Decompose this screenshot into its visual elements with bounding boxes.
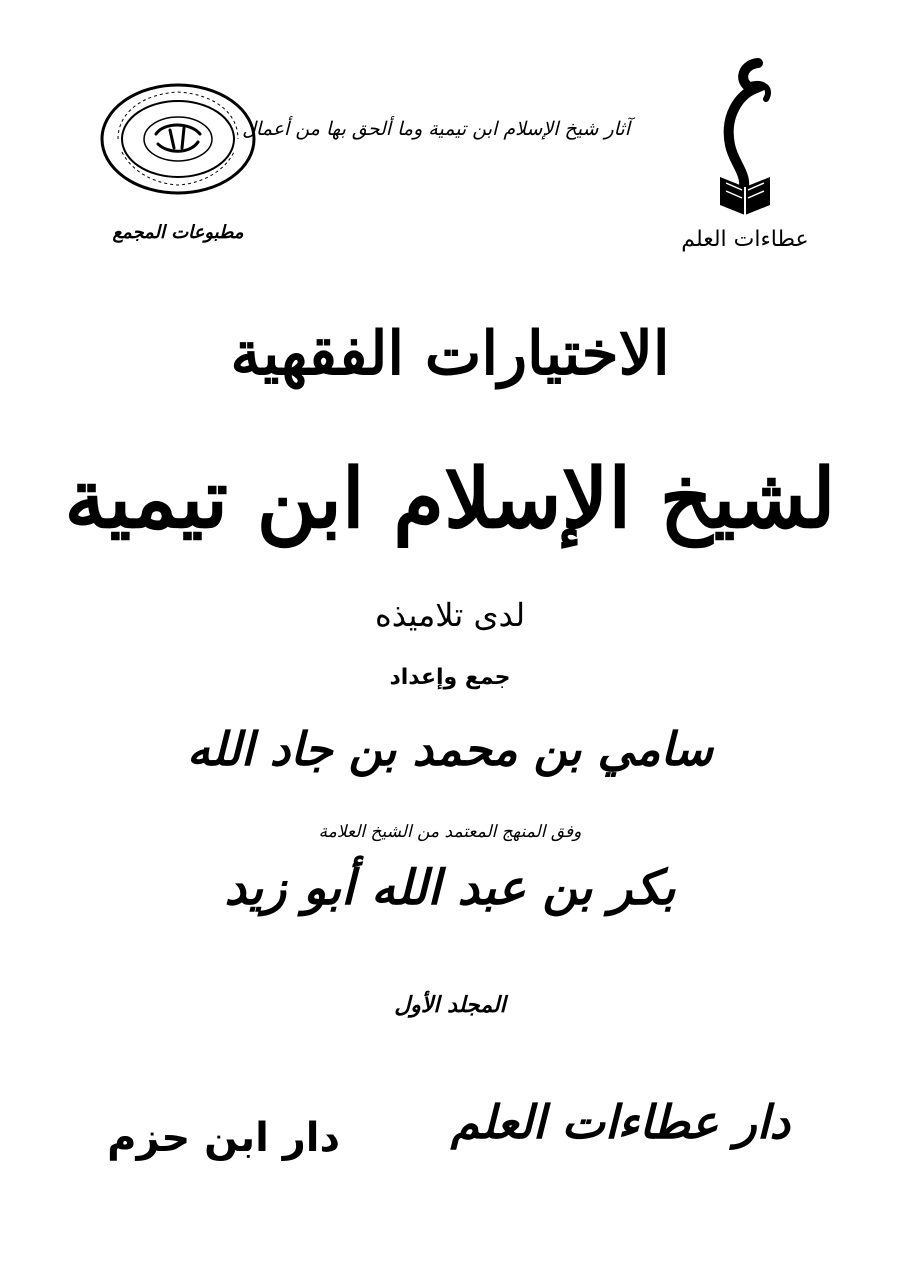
pen-book-icon [680,55,810,225]
academy-seal [98,82,258,197]
compiled-by-label: جمع وإعداد [389,665,511,690]
publisher-logo-caption: عطاءات العلم [681,227,809,252]
seal-caption: مطبوعات المجمع [112,222,244,243]
book-subtitle: لدى تلاميذه [374,596,526,634]
book-title-line-1: الاختيارات الفقهية [230,319,670,389]
publisher-logo [680,55,810,265]
publisher-ibn-hazm: دار ابن حزم [107,1115,340,1161]
supervisor-name: بكر بن عبد الله أبو زيد [224,860,676,916]
methodology-label: وفق المنهج المعتمد من الشيخ العلامة [318,822,582,842]
seal-emblem-icon [98,82,258,197]
publisher-ataat-alilm: دار عطاءات العلم [450,1095,790,1149]
book-title-line-2: لشيخ الإسلام ابن تيمية [64,451,836,547]
series-title: آثار شيخ الإسلام ابن تيمية وما ألحق بها من أعمال [242,118,630,140]
author-name: سامي بن محمد بن جاد الله [187,722,713,776]
volume-label: المجلد الأول [394,992,506,1018]
